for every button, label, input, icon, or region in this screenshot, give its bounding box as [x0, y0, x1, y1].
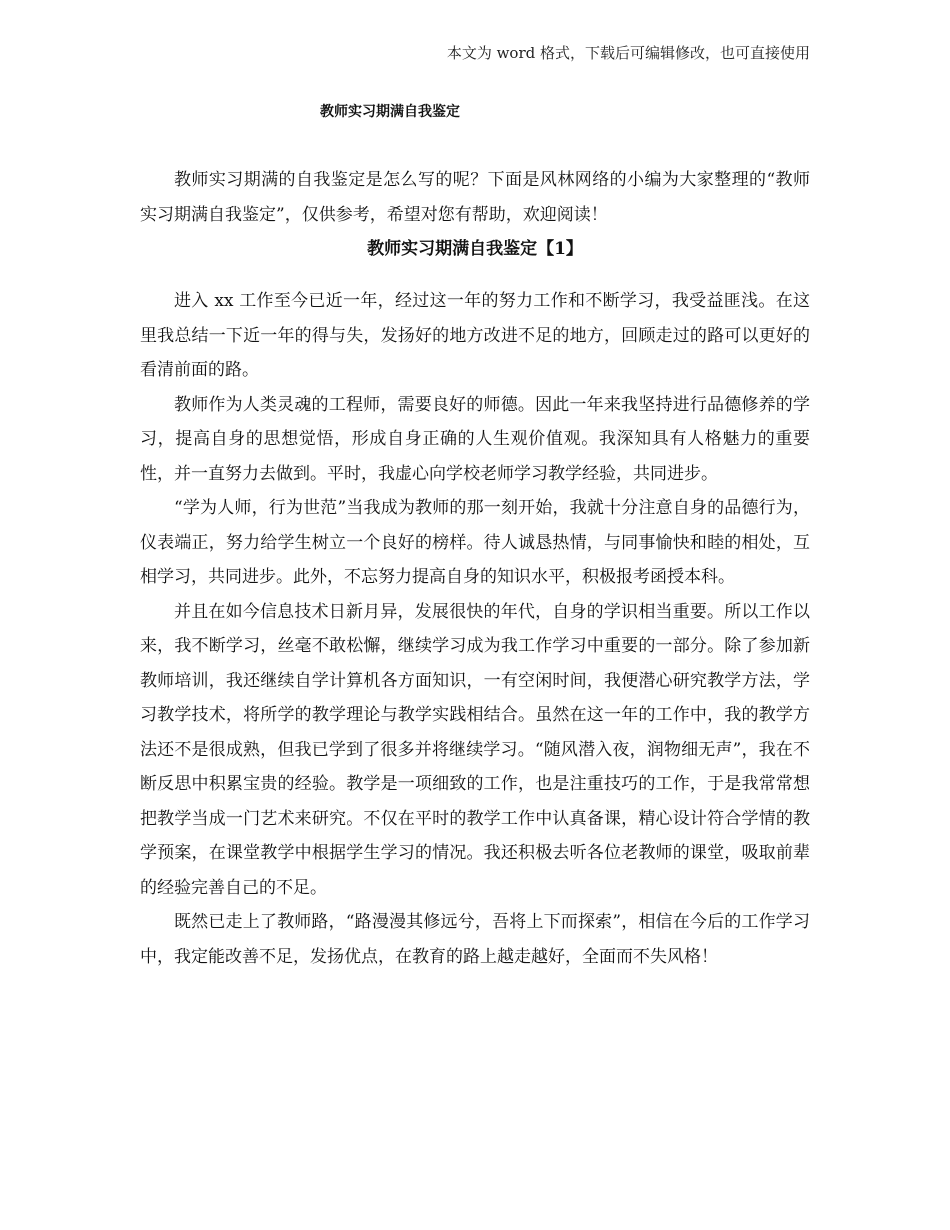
- body-paragraph-1: 进入 xx 工作至今已近一年，经过这一年的努力工作和不断学习，我受益匪浅。在这里我总结一下近一年的得与失，发扬好的地方改进不足的地方，回顾走过的路可以更好的看清前面的路。: [140, 291, 810, 380]
- body-paragraph-2: 教师作为人类灵魂的工程师，需要良好的师德。因此一年来我坚持进行品德修养的学习，提高自身的思想觉悟，形成自身正确的人生观价值观。我深知具有人格魅力的重要性，并一直努力去做到。平时，我虚心向学校老师学习教学经验，共同进步。: [140, 394, 810, 484]
- section-title: 教师实习期满自我鉴定【1】: [367, 239, 583, 259]
- body-paragraph-3: “学为人师，行为世范”当我成为教师的那一刻开始，我就十分注意自身的品德行为，仪表端正，努力给学生树立一个良好的榜样。待人诚恳热情，与同事愉快和睦的相处，互相学习，共同进步。此外，不忘努力提高自身的知识水平，积极报考函授本科。: [140, 498, 810, 587]
- document-title: 教师实习期满自我鉴定: [320, 104, 460, 120]
- intro-paragraph: 教师实习期满的自我鉴定是怎么写的呢？下面是风林网络的小编为大家整理的“教师实习期满自我鉴定”，仅供参考，希望对您有帮助，欢迎阅读！: [140, 170, 810, 225]
- document-body: [140, 163, 810, 974]
- header-note: 本文为 word 格式，下载后可编辑修改，也可直接使用: [446, 44, 810, 62]
- body-paragraph-4: 并且在如今信息技术日新月异，发展很快的年代，自身的学识相当重要。所以工作以来，我不断学习，丝毫不敢松懈，继续学习成为我工作学习中重要的一部分。除了参加新教师培训，我还继续自学计算机各方面知识，一有空闲时间，我便潜心研究教学方法，学习教学技术，将所学的教学理论与教学实践相结合。虽然在这一年的工作中，我的教学方法还不是很成熟，但我已学到了很多并将继续学习。“随风潜入夜，润物细无声”，我在不断反思中积累宝贵的经验。教学是一项细致的工作，也是注重技巧的工作，于是我常常想把教学当成一门艺术来研究。不仅在平时的教学工作中认真备课，精心设计符合学情的教学预案，在课堂教学中根据学生学习的情况。我还积极去听各位老教师的课堂，吸取前辈的经验完善自己的不足。: [140, 601, 810, 898]
- body-paragraph-5: 既然已走上了教师路，“路漫漫其修远兮，吾将上下而探索”，相信在今后的工作学习中，我定能改善不足，发扬优点，在教育的路上越走越好，全面而不失风格！: [140, 912, 810, 967]
